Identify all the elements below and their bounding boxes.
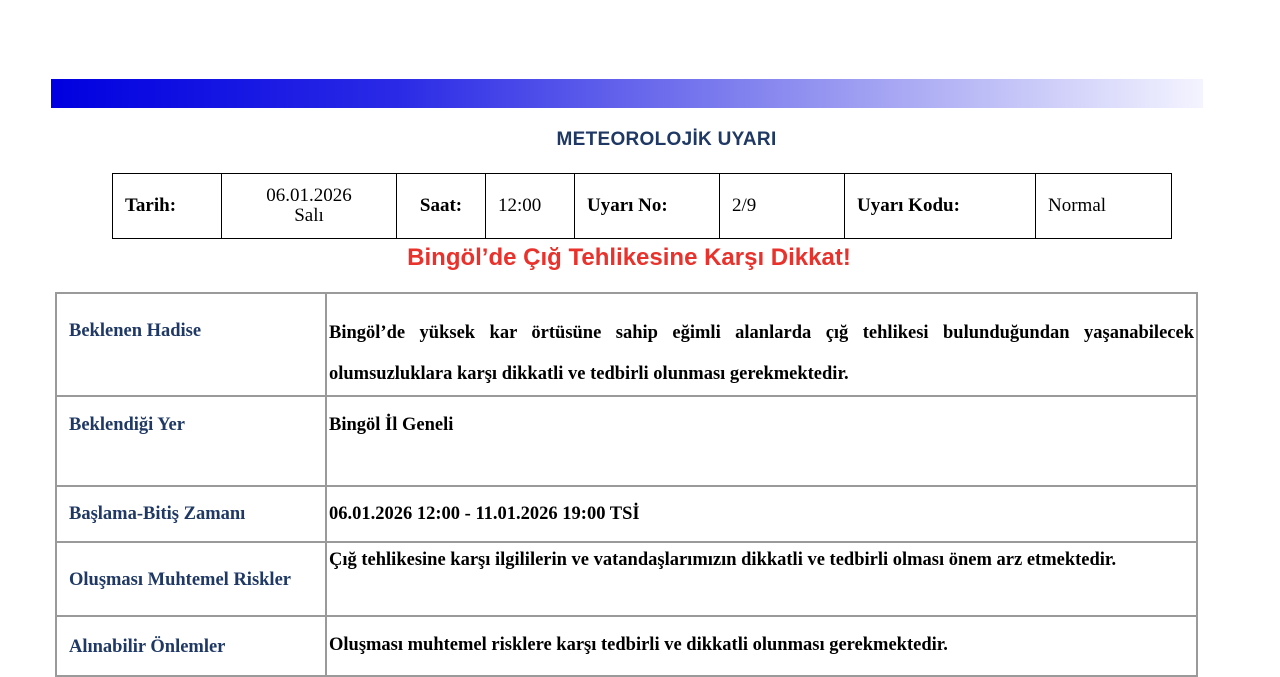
warning-code-label: Uyarı Kodu: <box>845 174 1036 239</box>
warning-info-table <box>112 173 1172 239</box>
day-value: Salı <box>294 205 324 226</box>
expected-event-label: Beklenen Hadise <box>56 293 326 396</box>
date-value: 06.01.2026 <box>266 185 352 206</box>
document-title: METEOROLOJİK UYARI <box>556 129 777 150</box>
detail-row-expected-place <box>56 396 1197 486</box>
header-gradient-bar <box>51 79 1203 108</box>
detail-row-time-range <box>56 486 1197 542</box>
precautions-label: Alınabilir Önlemler <box>56 616 326 676</box>
warning-no-value: 2/9 <box>720 174 845 239</box>
warning-details-table <box>55 292 1198 677</box>
detail-row-possible-risks <box>56 542 1197 616</box>
time-range-value: 06.01.2026 12:00 - 11.01.2026 19:00 TSİ <box>326 486 1197 542</box>
possible-risks-value: Çığ tehlikesine karşı ilgililerin ve vatandaşlarımızın dikkatli ve tedbirli olması önem arz etmektedir. <box>326 542 1197 616</box>
possible-risks-label: Oluşması Muhtemel Riskler <box>56 542 326 616</box>
expected-place-label: Beklendiği Yer <box>56 396 326 486</box>
warning-headline: Bingöl’de Çığ Tehlikesine Karşı Dikkat! <box>407 244 851 271</box>
warning-no-label: Uyarı No: <box>575 174 720 239</box>
expected-place-value: Bingöl İl Geneli <box>326 396 1197 486</box>
expected-event-value: Bingöl’de yüksek kar örtüsüne sahip eğimli alanlarda çığ tehlikesi bulunduğundan yaşanabilecek olumsuzluklara karşı dikkatli ve tedbirli olunması gerekmektedir. <box>326 293 1197 396</box>
warning-code-value: Normal <box>1036 174 1172 239</box>
date-cell <box>222 174 397 239</box>
detail-row-precautions <box>56 616 1197 676</box>
detail-row-expected-event <box>56 293 1197 396</box>
warning-info-row <box>113 174 1172 239</box>
precautions-value: Oluşması muhtemel risklere karşı tedbirli ve dikkatli olunması gerekmektedir. <box>326 616 1197 676</box>
time-label: Saat: <box>397 174 486 239</box>
date-label: Tarih: <box>113 174 222 239</box>
time-range-label: Başlama-Bitiş Zamanı <box>56 486 326 542</box>
time-value: 12:00 <box>486 174 575 239</box>
